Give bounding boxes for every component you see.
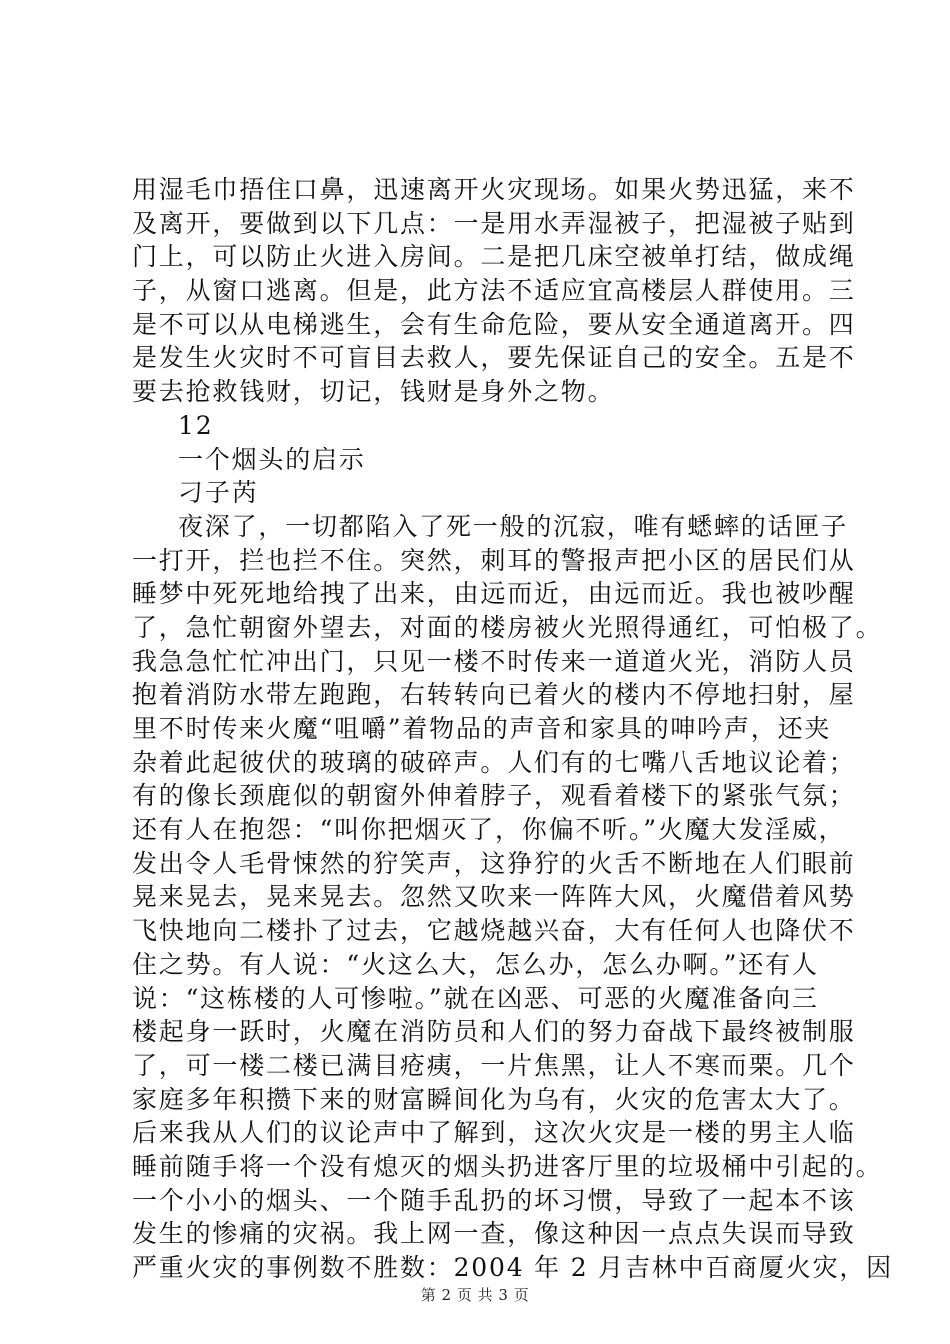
text-line: 说：“这栋楼的人可惨啦。”就在凶恶、可恶的火魔准备向三	[132, 983, 819, 1013]
text-line: 门上，可以防止火进入房间。二是把几床空被单打结，做成绳	[132, 242, 856, 272]
text-line: 要去抢救钱财，切记，钱财是身外之物。	[132, 377, 615, 407]
text-line: 子，从窗口逃离。但是，此方法不适应宜高楼层人群使用。三	[132, 276, 856, 306]
text-line: 是发生火灾时不可盲目去救人，要先保证自己的安全。五是不	[132, 343, 856, 373]
text-line: 了，可一楼二楼已满目疮痍，一片焦黑，让人不寒而栗。几个	[132, 1050, 856, 1080]
text-line: 晃来晃去，晃来晃去。忽然又吹来一阵阵大风，火魔借着风势	[132, 882, 856, 912]
section-number: 12	[178, 410, 214, 440]
text-line: 发出令人毛骨悚然的狞笑声，这狰狞的火舌不断地在人们眼前	[132, 848, 856, 878]
essay-title: 一个烟头的启示	[178, 444, 366, 474]
text-line: 了，急忙朝窗外望去，对面的楼房被火光照得通红，可怕极了。	[132, 612, 883, 642]
text-line: 一个小小的烟头、一个随手乱扔的坏习惯，导致了一起本不该	[132, 1185, 856, 1215]
text-line: 有的像长颈鹿似的朝窗外伸着脖子，观看着楼下的紧张气氛；	[132, 781, 856, 811]
text-line: 还有人在抱怨：“叫你把烟灭了，你偏不听。”火魔大发淫威，	[132, 815, 846, 845]
text-line: 是不可以从电梯逃生，会有生命危险，要从安全通道离开。四	[132, 309, 856, 339]
text-line: 一打开，拦也拦不住。突然，刺耳的警报声把小区的居民们从	[132, 545, 856, 575]
text-line: 楼起身一跃时，火魔在消防员和人们的努力奋战下最终被制服	[132, 1017, 856, 1047]
page-footer: 第 2 页 共 3 页	[420, 1286, 530, 1304]
text-line: 发生的惨痛的灾祸。我上网一查，像这种因一点点失误而导致	[132, 1219, 856, 1249]
text-line: 后来我从人们的议论声中了解到，这次火灾是一楼的男主人临	[132, 1118, 856, 1148]
text-line: 严重火灾的事例数不胜数：2004 年 2 月吉林中百商厦火灾，因	[132, 1253, 893, 1282]
text-line: 家庭多年积攒下来的财富瞬间化为乌有，火灾的危害太大了。	[132, 1084, 856, 1114]
text-line: 我急急忙忙冲出门，只见一楼不时传来一道道火光，消防人员	[132, 646, 856, 676]
text-line: 用湿毛巾捂住口鼻，迅速离开火灾现场。如果火势迅猛，来不	[132, 175, 856, 204]
text-line: 睡梦中死死地给拽了出来，由远而近，由远而近。我也被吵醒	[132, 579, 856, 609]
text-line: 杂着此起彼伏的玻璃的破碎声。人们有的七嘴八舌地议论着；	[132, 747, 856, 777]
text-line: 抱着消防水带左跑跑，右转转向已着火的楼内不停地扫射，屋	[132, 680, 856, 710]
text-line: 住之势。有人说：“火这么大，怎么办，怎么办啊。”还有人	[132, 949, 819, 979]
text-line: 里不时传来火魔“咀嚼”着物品的声音和家具的呻吟声，还夹	[132, 714, 832, 743]
text-line: 飞快地向二楼扑了过去，它越烧越兴奋，大有任何人也降伏不	[132, 916, 856, 946]
body-text	[132, 173, 893, 1285]
text-line: 睡前随手将一个没有熄灭的烟头扔进客厅里的垃圾桶中引起的。	[132, 1151, 883, 1181]
text-line: 夜深了，一切都陷入了死一般的沉寂，唯有蟋蟀的话匣子	[178, 511, 849, 541]
essay-author: 刁子芮	[178, 478, 259, 508]
text-line: 及离开，要做到以下几点：一是用水弄湿被子，把湿被子贴到	[132, 208, 856, 238]
